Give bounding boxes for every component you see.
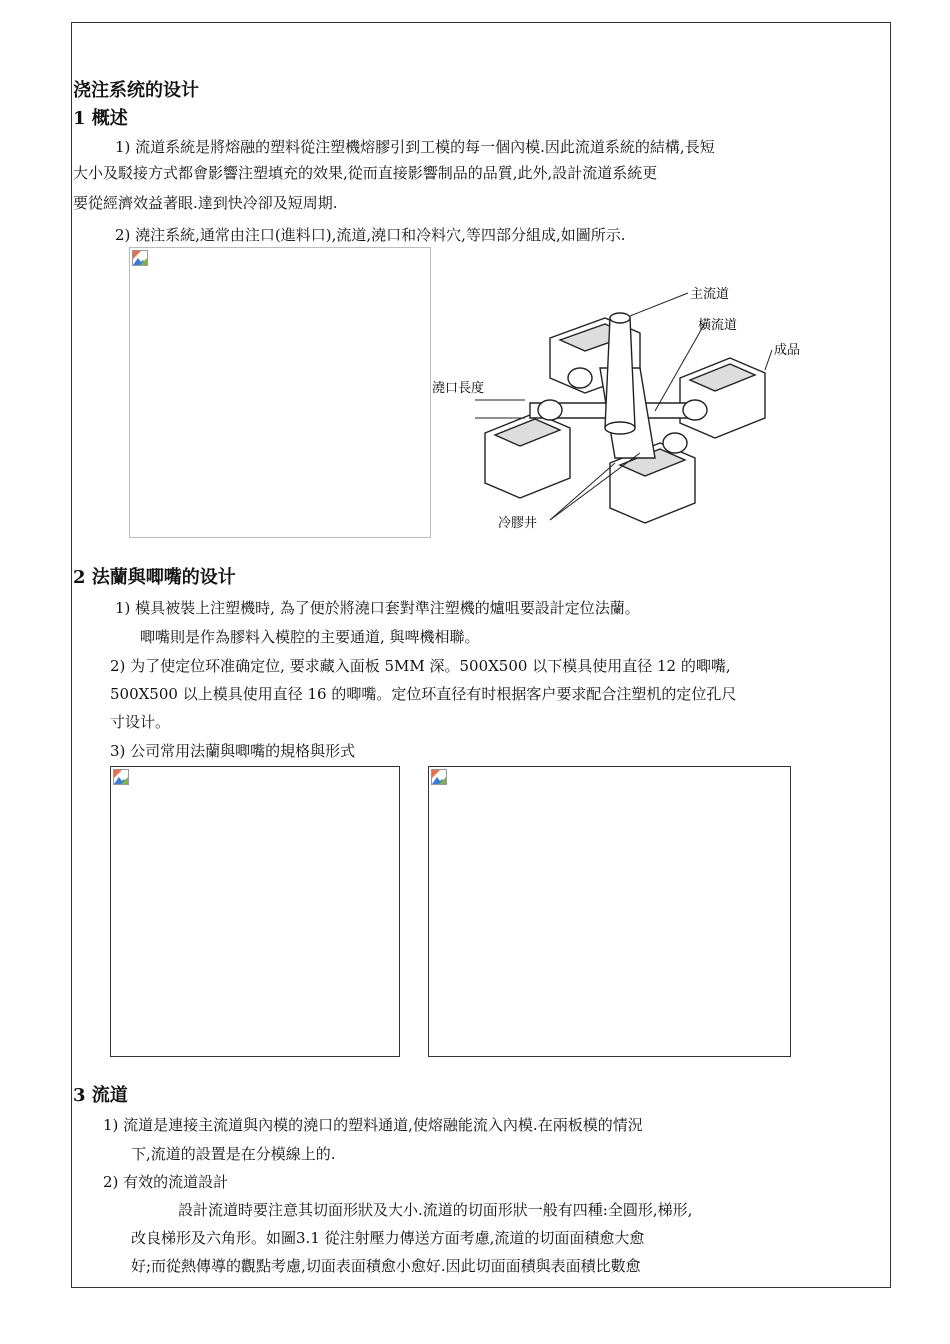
s3-para1-line2: 下,流道的設置是在分模線上的. [131,1145,336,1163]
broken-image-icon [113,769,129,785]
s3-para2-line1: 設計流道時要注意其切面形狀及大小.流道的切面形狀一般有四種:全圓形,梯形, [178,1201,693,1219]
image-placeholder [110,766,400,1057]
s3-para1-line1: 1) 流道是連接主流道與內模的澆口的塑料通道,使熔融能流入內模.在兩板模的情況 [103,1116,643,1134]
runner-system-figure [430,278,810,543]
image-placeholder [129,247,431,538]
s2-para3: 3) 公司常用法蘭與唧嘴的規格與形式 [110,742,356,760]
s1-para2: 2) 澆注系統,通常由注口(進料口),流道,澆口和冷料穴,等四部分組成,如圖所示. [115,226,626,244]
label-gate-length: 澆口長度 [432,381,485,396]
s1-para1-line3: 要從經濟效益著眼.達到快冷卻及短周期. [73,194,338,212]
s2-para2-line3: 寸设计。 [110,713,171,731]
s2-para2-line1: 2) 为了使定位环准确定位, 要求藏入面板 5MM 深。500X500 以下模具使用直径 12 的唧嘴, [110,657,731,675]
section-1-heading: 1 概述 [73,108,128,129]
label-branch-runner: 橫流道 [698,318,738,333]
section-2-heading: 2 法蘭與唧嘴的设计 [73,567,236,588]
s3-para2-title: 2) 有效的流道設計 [103,1173,229,1191]
s2-para1-line2: 唧嘴則是作為膠料入模腔的主要通道, 與啤機相聯。 [140,628,480,646]
s3-para2-line2: 改良梯形及六角形。如圖3.1 從注射壓力傳送方面考慮,流道的切面面積愈大愈 [131,1229,645,1247]
broken-image-icon [132,250,148,266]
s2-para2-line2: 500X500 以上模具使用直径 16 的唧嘴。定位环直径有时根据客户要求配合注塑机的定位孔尺 [110,685,737,703]
s3-para2-line3: 好;而從熱傳導的觀點考慮,切面表面積愈小愈好.因此切面面積與表面積比數愈 [131,1257,641,1275]
image-placeholder [428,766,791,1057]
label-product: 成品 [774,343,801,358]
s2-para1-line1: 1) 模具被裝上注塑機時, 為了便於將澆口套對準注塑機的爐咀要設計定位法蘭。 [115,599,640,617]
s1-para1-line2: 大小及駁接方式都會影響注塑填充的效果,從而直接影響制品的品質,此外,設計流道系統更 [73,164,658,182]
label-cold-well: 冷膠井 [498,516,538,531]
broken-image-icon [431,769,447,785]
section-3-heading: 3 流道 [73,1085,128,1106]
page-title: 浇注系统的设计 [73,80,199,101]
sprue [605,318,635,428]
label-main-runner: 主流道 [690,287,730,302]
s1-para1-line1: 1) 流道系統是將熔融的塑料從注塑機熔膠引到工模的每一個內模.因此流道系統的結構,長短 [115,138,715,156]
